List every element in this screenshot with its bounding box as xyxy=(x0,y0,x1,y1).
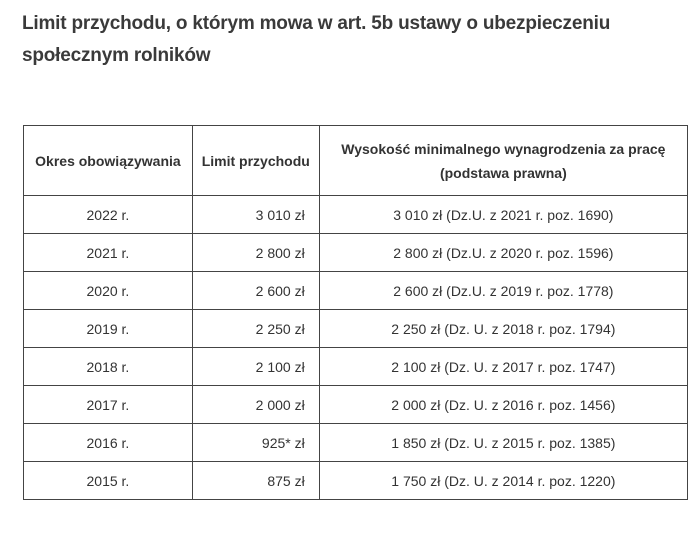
limit-cell: 2 250 zł xyxy=(192,310,319,348)
table-row xyxy=(24,310,688,348)
table-row xyxy=(24,196,688,234)
period-cell: 2018 r. xyxy=(24,348,193,386)
table-row xyxy=(24,348,688,386)
page-title: Limit przychodu, o którym mowa w art. 5b ustawy o ubezpieczeniu społecznym rolników xyxy=(22,13,611,66)
wage-cell: 3 010 zł (Dz.U. z 2021 r. poz. 1690) xyxy=(319,196,687,234)
period-cell: 2017 r. xyxy=(24,386,193,424)
period-cell: 2015 r. xyxy=(24,462,193,500)
period-cell: 2016 r. xyxy=(24,424,193,462)
wage-cell: 2 800 zł (Dz.U. z 2020 r. poz. 1596) xyxy=(319,234,687,272)
income-limit-table xyxy=(23,125,688,500)
limit-cell: 2 000 zł xyxy=(192,386,319,424)
wage-cell: 2 250 zł (Dz. U. z 2018 r. poz. 1794) xyxy=(319,310,687,348)
limit-cell: 2 100 zł xyxy=(192,348,319,386)
wage-cell: 2 600 zł (Dz.U. z 2019 r. poz. 1778) xyxy=(319,272,687,310)
period-cell: 2021 r. xyxy=(24,234,193,272)
limit-cell: 2 800 zł xyxy=(192,234,319,272)
limit-cell: 925* zł xyxy=(192,424,319,462)
wage-cell: 2 100 zł (Dz. U. z 2017 r. poz. 1747) xyxy=(319,348,687,386)
period-cell: 2020 r. xyxy=(24,272,193,310)
table-row xyxy=(24,386,688,424)
period-cell: 2019 r. xyxy=(24,310,193,348)
table-row xyxy=(24,272,688,310)
header-period: Okres obowiązywania xyxy=(24,126,193,196)
table-row xyxy=(24,234,688,272)
limit-cell: 2 600 zł xyxy=(192,272,319,310)
limit-cell: 875 zł xyxy=(192,462,319,500)
table-header-row xyxy=(24,126,688,196)
header-minimum-wage: Wysokość minimalnego wynagrodzenia za pracę (podstawa prawna) xyxy=(319,126,687,196)
period-cell: 2022 r. xyxy=(24,196,193,234)
table-row xyxy=(24,424,688,462)
header-income-limit: Limit przychodu xyxy=(192,126,319,196)
wage-cell: 2 000 zł (Dz. U. z 2016 r. poz. 1456) xyxy=(319,386,687,424)
wage-cell: 1 750 zł (Dz. U. z 2014 r. poz. 1220) xyxy=(319,462,687,500)
limit-cell: 3 010 zł xyxy=(192,196,319,234)
table-row xyxy=(24,462,688,500)
wage-cell: 1 850 zł (Dz. U. z 2015 r. poz. 1385) xyxy=(319,424,687,462)
